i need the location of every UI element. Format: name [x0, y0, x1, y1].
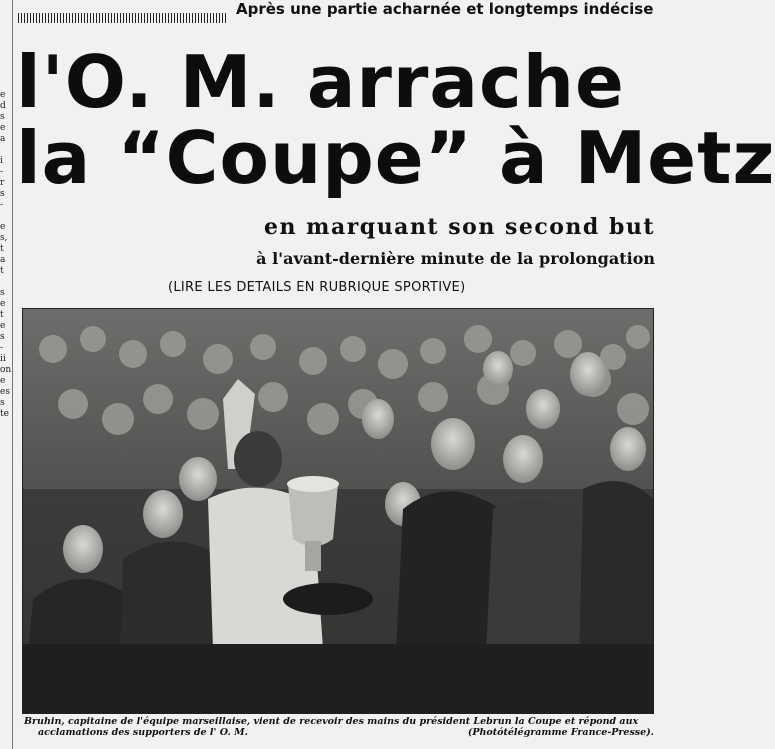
column-fragment — [0, 277, 12, 288]
column-fragment: te — [0, 409, 9, 419]
subheadline-line-2: à l'avant-dernière minute de la prolongation — [256, 249, 655, 268]
column-fragment: t — [0, 310, 4, 320]
caption-line-2: acclamations des supporters de l' O. M. — [38, 727, 248, 738]
column-fragment: on — [0, 365, 12, 375]
column-fragment: e — [0, 299, 6, 309]
column-fragment: a — [0, 134, 6, 144]
column-fragment: d — [0, 101, 6, 111]
photo-credit: (Photótélégramme France-Presse). — [467, 727, 654, 738]
column-fragment: ii — [0, 354, 6, 364]
reference-note: (LIRE LES DETAILS EN RUBRIQUE SPORTIVE) — [168, 280, 466, 295]
main-headline-line-1: l'O. M. arrache — [16, 40, 625, 124]
column-fragment: s — [0, 332, 5, 342]
column-fragment: e — [0, 123, 6, 133]
column-fragment: r — [0, 178, 5, 188]
column-fragment — [0, 211, 12, 222]
column-fragment: - — [0, 167, 4, 177]
caption-line-1: Bruhin, capitaine de l'équipe marseillaise, vient de recevoir des mains du président Lebrun la Coupe et répond aux — [24, 716, 639, 727]
photo-illustration — [23, 309, 653, 713]
column-fragment: e — [0, 222, 6, 232]
main-headline-line-2: la “Coupe” à Metz — [16, 116, 775, 200]
column-fragment: e — [0, 321, 6, 331]
column-fragment: t — [0, 244, 4, 254]
photo-caption — [24, 716, 654, 738]
column-fragment: e — [0, 376, 6, 386]
column-rule — [12, 0, 13, 749]
kicker-headline: Après une partie acharnée et longtemps indécise — [236, 0, 654, 18]
column-fragment: s — [0, 112, 5, 122]
column-fragment: s — [0, 398, 5, 408]
column-fragment: es — [0, 387, 10, 397]
column-fragment: - — [0, 200, 4, 210]
column-fragment: t — [0, 266, 4, 276]
decorative-rule — [18, 13, 226, 23]
column-fragment: s — [0, 288, 5, 298]
column-fragment: e — [0, 90, 6, 100]
column-fragment: i — [0, 156, 3, 166]
news-photograph — [22, 308, 654, 714]
column-fragment — [0, 145, 12, 156]
column-fragment: a — [0, 255, 6, 265]
subheadline-line-1: en marquant son second but — [264, 214, 655, 240]
column-fragment: - — [0, 343, 4, 353]
column-fragment: s — [0, 189, 5, 199]
adjacent-column-text — [0, 90, 12, 740]
column-fragment: s, — [0, 233, 8, 243]
